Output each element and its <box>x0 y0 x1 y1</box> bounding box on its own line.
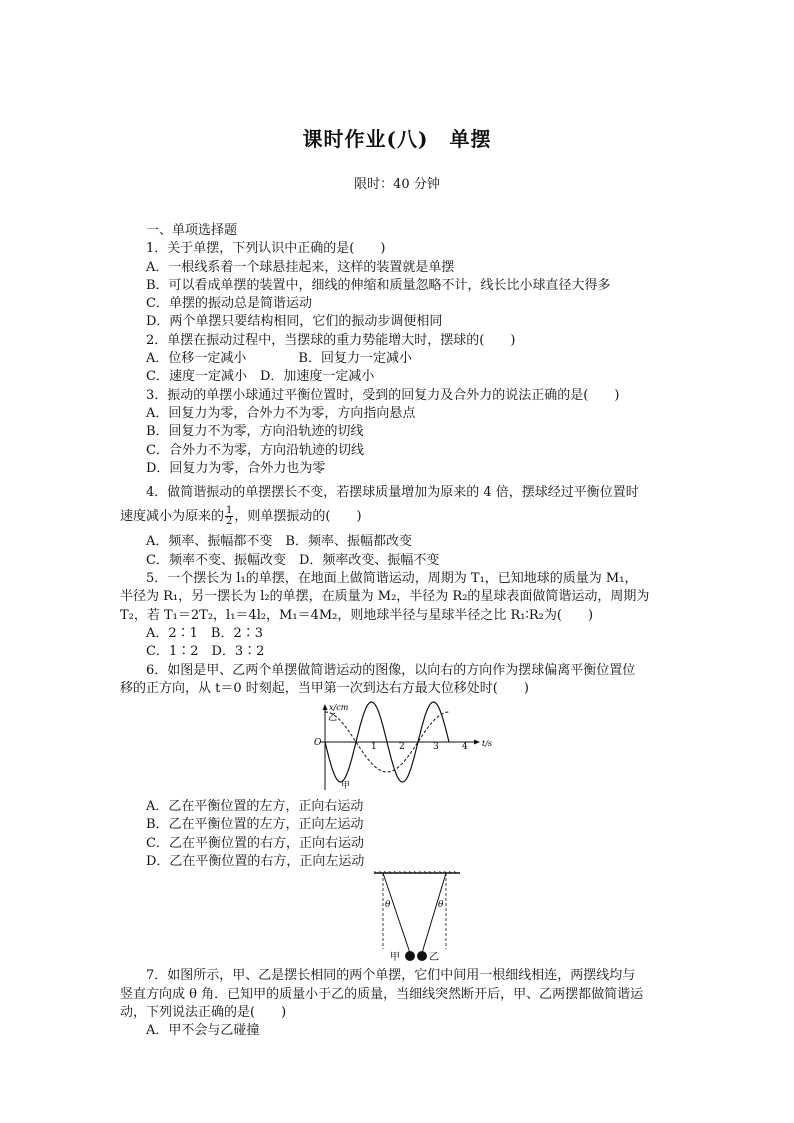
angle-label-left: θ <box>385 900 391 911</box>
tick-1: 1 <box>371 742 377 753</box>
q1-option-a: A．一根线系着一个球悬挂起来，这样的装置就是单摆 <box>146 259 455 275</box>
ball-jia <box>405 951 415 961</box>
q6-option-d: D．乙在平衡位置的右方，正向左运动 <box>146 854 365 870</box>
section-heading: 一、单项选择题 <box>146 223 238 238</box>
q5-options-cd: C．1∶2 D．3∶2 <box>146 644 265 660</box>
q5-options-ab: A．2∶1 B．2∶3 <box>146 625 264 641</box>
oscillation-graph <box>120 698 680 798</box>
oscillation-graph-svg <box>120 698 680 798</box>
q2-stem: 2．单摆在振动过程中，当摆球的重力势能增大时，摆球的( ) <box>146 332 516 348</box>
tick-3: 3 <box>433 742 439 753</box>
q4-options-cd: C．频率不变、振幅改变 D．频率改变、振幅不变 <box>146 552 440 568</box>
q1-option-c: C．单摆的振动总是简谐运动 <box>146 296 312 312</box>
q2-options-ab: A．位移一定减小 B．回复力一定减小 <box>146 351 412 367</box>
ball-label-jia: 甲 <box>390 952 400 964</box>
x-axis-label: t/s <box>482 739 493 749</box>
q7-line1: 7．如图所示，甲、乙是摆长相同的两个单摆，它们中间用一根细线相连，两摆线均与 <box>146 968 636 984</box>
q6-option-a: A．乙在平衡位置的左方，正向右运动 <box>146 799 364 815</box>
q4-stem-part2: ，则单摆振动的( ) <box>234 509 362 525</box>
x-axis-arrow <box>474 740 480 745</box>
q6-line1: 6．如图是甲、乙两个单摆做简谐运动的图像，以向右的方向作为摆球偏离平衡位置位 <box>146 662 636 678</box>
time-limit: 限时：40 分钟 <box>354 177 440 192</box>
one-half-fraction <box>225 506 233 527</box>
fraction-numerator: 1 <box>226 505 233 517</box>
q4-options-ab: A．频率、振幅都不变 B．频率、振幅都改变 <box>146 534 412 550</box>
q3-option-a: A．回复力为零，合外力不为零，方向指向悬点 <box>146 405 416 421</box>
q3-stem: 3．振动的单摆小球通过平衡位置时，受到的回复力及合外力的说法正确的是( ) <box>146 387 620 403</box>
q5-line2: 半径为 R₁，另一摆长为 l₂的单摆，在质量为 M₂，半径为 R₂的星球表面做简谐运动，周期为 <box>120 589 650 605</box>
q4-stem-line1: 4．做简谐振动的单摆摆长不变，若摆球质量增加为原来的 4 倍，摆球经过平衡位置时 <box>146 485 639 501</box>
string-jia <box>383 873 410 953</box>
q3-option-b: B．回复力不为零，方向沿轨迹的切线 <box>146 424 364 440</box>
pendulum-diagram <box>120 871 680 967</box>
q3-option-c: C．合外力不为零，方向沿轨迹的切线 <box>146 442 364 458</box>
q3-option-d: D．回复力为零，合外力也为零 <box>146 460 326 476</box>
angle-label-right: θ <box>438 900 444 911</box>
q1-option-d: D．两个单摆只要结构相同，它们的振动步调便相同 <box>146 314 443 330</box>
q6-option-c: C．乙在平衡位置的右方，正向右运动 <box>146 835 364 851</box>
q6-option-b: B．乙在平衡位置的左方，正向左运动 <box>146 817 364 833</box>
tick-4: 4 <box>462 742 468 753</box>
q7-option-a: A．甲不会与乙碰撞 <box>146 1023 260 1039</box>
string-yi <box>422 873 446 953</box>
y-axis-arrow <box>323 704 328 710</box>
origin-label: O <box>314 738 322 749</box>
q1-stem: 1．关于单摆，下列认识中正确的是( ) <box>146 241 386 257</box>
page-title: 课时作业(八) 单摆 <box>302 127 492 151</box>
pendulum-diagram-svg <box>120 871 680 967</box>
tick-2: 2 <box>399 742 405 753</box>
q5-line3: T₂，若 T₁＝2T₂，l₁＝4l₂，M₁＝4M₂，则地球半径与星球半径之比 R₁∶R₂为( ) <box>120 607 594 623</box>
fraction-denominator: 2 <box>226 516 233 528</box>
q4-stem-part1: 速度减小为原来的 <box>120 509 225 525</box>
q4-stem-line2 <box>120 506 680 527</box>
q7-line2: 竖直方向成 θ 角．已知甲的质量小于乙的质量，当细线突然断开后，甲、乙两摆都做简谐运 <box>120 986 644 1002</box>
q1-option-b: B．可以看成单摆的装置中，细线的伸缩和质量忽略不计，线长比小球直径大得多 <box>146 277 611 293</box>
ball-label-yi: 乙 <box>429 952 439 964</box>
q7-line3: 动，下列说法正确的是( ) <box>120 1004 287 1020</box>
curve-label-jia: 甲 <box>341 781 351 792</box>
q5-line1: 5．一个摆长为 l₁的单摆，在地面上做简谐运动，周期为 T₁，已知地球的质量为 M₁， <box>146 571 638 587</box>
curve-label-yi: 乙 <box>328 713 338 724</box>
question-body <box>120 222 680 1041</box>
ball-yi <box>417 951 427 961</box>
y-axis-label: x/cm <box>329 703 349 713</box>
q2-options-cd: C．速度一定减小 D．加速度一定减小 <box>146 369 375 385</box>
q6-line2: 移的正方向，从 t＝0 时刻起，当甲第一次到达右方最大位移处时( ) <box>120 680 529 696</box>
